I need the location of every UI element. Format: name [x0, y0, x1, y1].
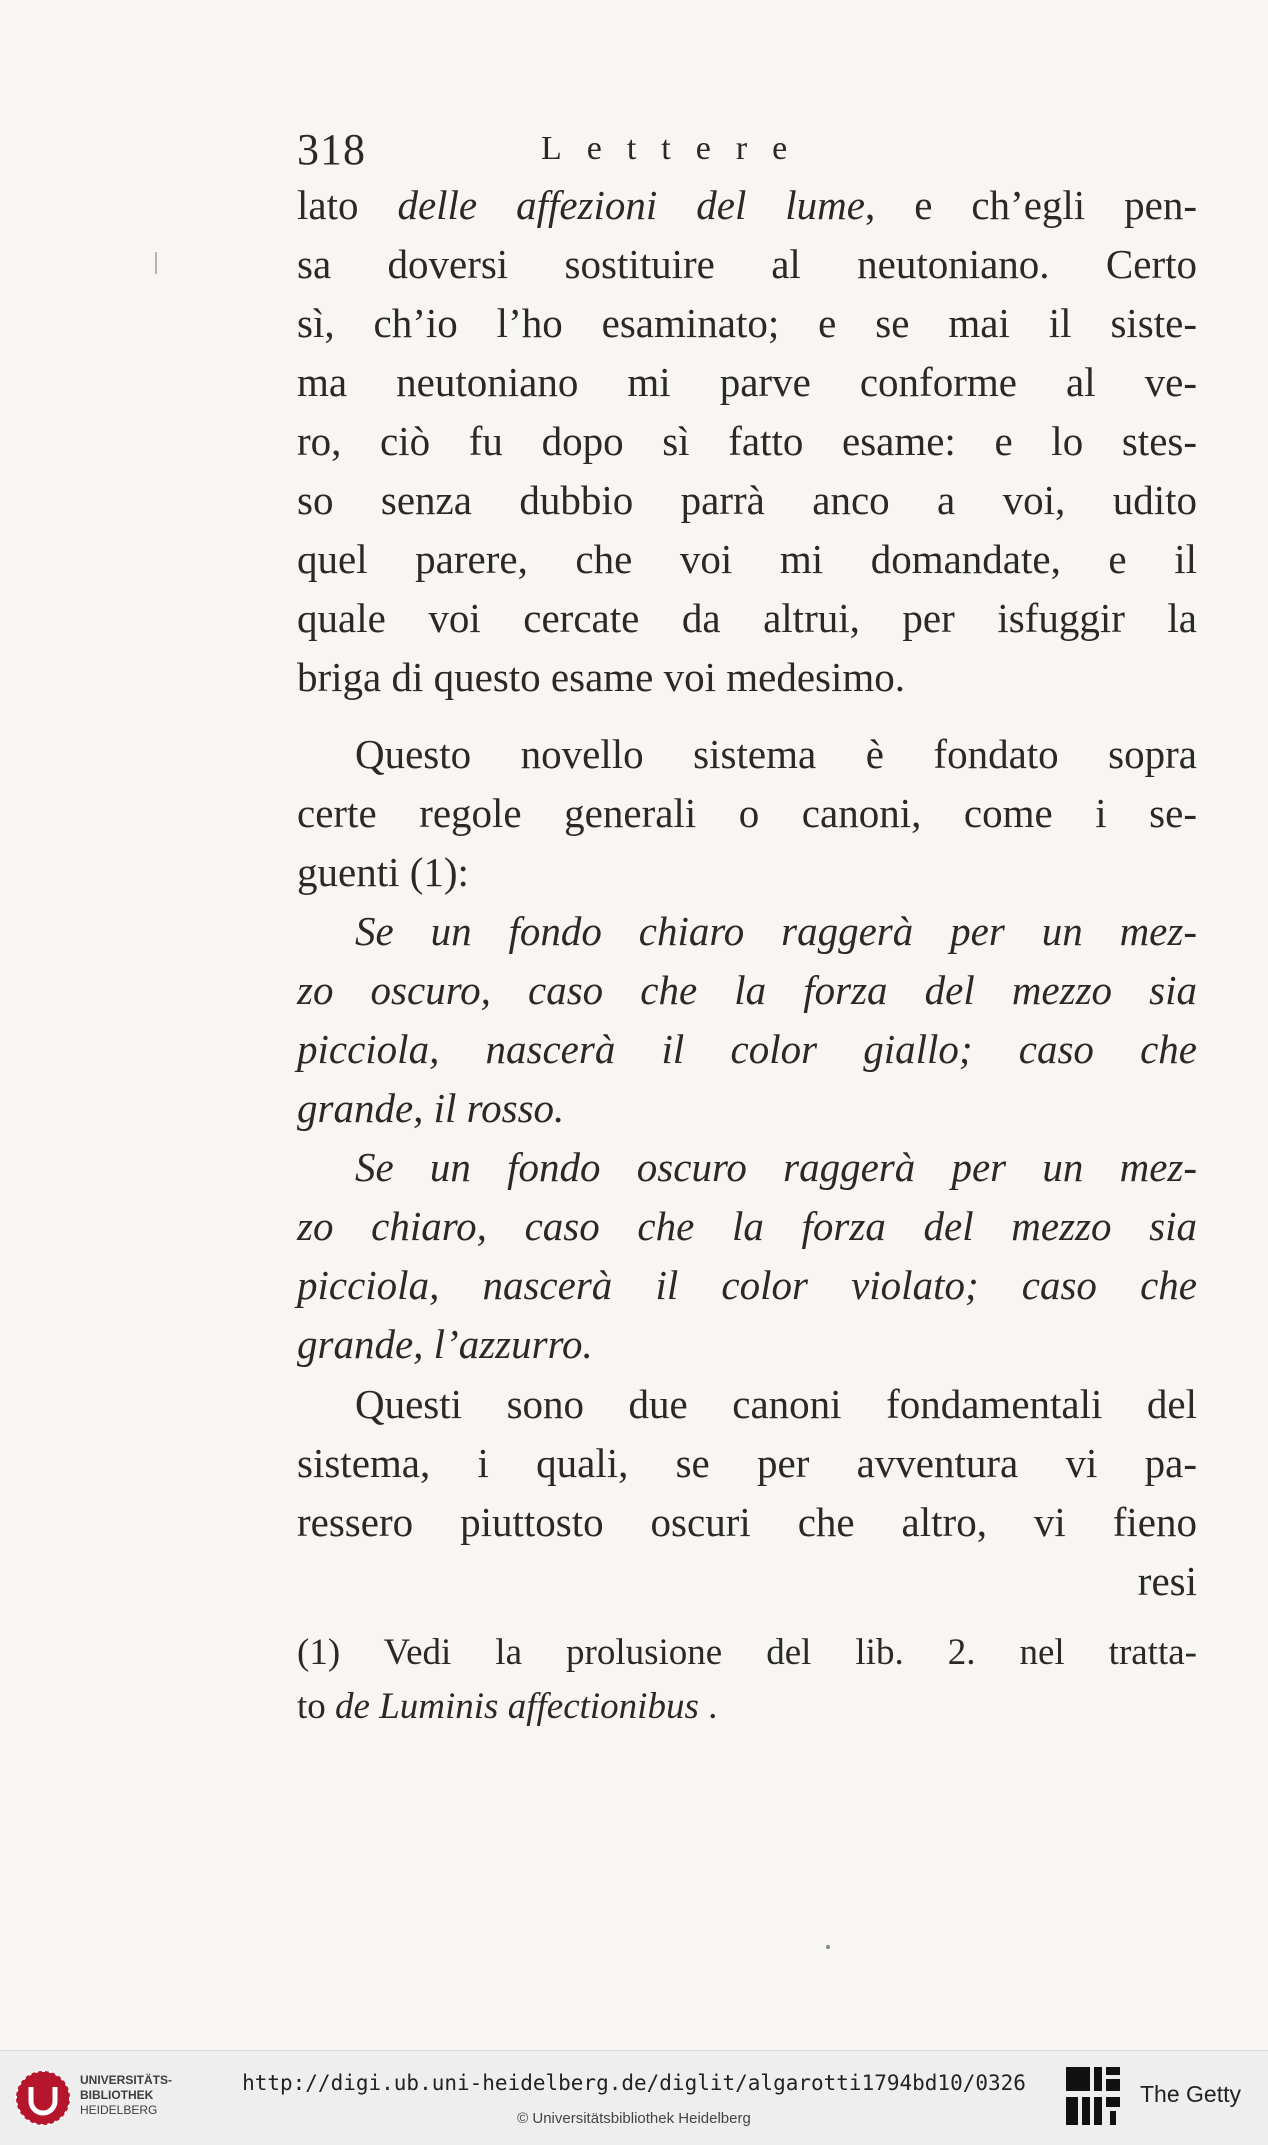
permalink-url[interactable]: http://digi.ub.uni-heidelberg.de/diglit/algarotti1794bd10/0326	[242, 2071, 1026, 2095]
running-head	[297, 124, 1197, 184]
text-line: grande, il rosso.	[297, 1085, 565, 1131]
footnote-line: to de Luminis affectionibus .	[297, 1686, 718, 1727]
text-line: sistema, i quali, se per avventura vi pa-	[297, 1440, 1197, 1486]
margin-mark	[155, 252, 157, 274]
text-line: Se un fondo chiaro raggerà per un mez-	[355, 908, 1197, 954]
paragraph-5	[297, 1375, 1197, 1611]
university-library-name: UNIVERSITÄTS- BIBLIOTHEK HEIDELBERG	[80, 2073, 173, 2117]
text-line: zo oscuro, caso che la forza del mezzo sia	[297, 967, 1197, 1013]
text-line: ressero piuttosto oscuri che altro, vi fieno	[297, 1499, 1197, 1545]
text-line: picciola, nascerà il color violato; caso che	[297, 1262, 1197, 1308]
text-line: sì, ch’io l’ho esaminato; e se mai il siste-	[297, 300, 1197, 346]
text-line: ro, ciò fu dopo sì fatto esame: e lo stes-	[297, 418, 1197, 464]
text-line: zo chiaro, caso che la forza del mezzo sia	[297, 1203, 1197, 1249]
text-line: guenti (1):	[297, 849, 469, 895]
text-line: grande, l’azzurro.	[297, 1321, 593, 1367]
text-line: Questo novello sistema è fondato sopra	[355, 731, 1197, 777]
page-number: 318	[297, 125, 366, 174]
text-line: quel parere, che voi mi domandate, e il	[297, 536, 1197, 582]
text-line: Questi sono due canoni fondamentali del	[355, 1381, 1197, 1427]
canon-1	[297, 902, 1197, 1138]
text-line: ma neutoniano mi parve conforme al ve-	[297, 359, 1197, 405]
page-speck	[826, 1945, 830, 1949]
partner-name: The Getty	[1140, 2081, 1241, 2107]
text-line: picciola, nascerà il color giallo; caso che	[297, 1026, 1197, 1072]
viewer-footer	[0, 2050, 1268, 2145]
footnote	[297, 1626, 1197, 1734]
canon-2	[297, 1138, 1197, 1374]
catchword: resi	[1137, 1558, 1197, 1604]
text-line: so senza dubbio parrà anco a voi, udito	[297, 477, 1197, 523]
paragraph-1	[297, 176, 1197, 707]
text-line: certe regole generali o canoni, come i se-	[297, 790, 1197, 836]
text-line: briga di questo esame voi medesimo.	[297, 654, 906, 700]
getty-logo-icon[interactable]	[1064, 2065, 1122, 2127]
text-line: sa doversi sostituire al neutoniano. Certo	[297, 241, 1197, 287]
text-line: lato delle affezioni del lume, e ch’egli pen-	[297, 182, 1197, 228]
running-title: Lettere	[541, 130, 813, 167]
text-line: Se un fondo oscuro raggerà per un mez-	[355, 1144, 1197, 1190]
paragraph-2	[297, 725, 1197, 902]
copyright-notice: © Universitätsbibliothek Heidelberg	[517, 2110, 751, 2127]
footnote-line: (1) Vedi la prolusione del lib. 2. nel tratta-	[297, 1632, 1197, 1673]
text-line: quale voi cercate da altrui, per isfuggir la	[297, 595, 1197, 641]
